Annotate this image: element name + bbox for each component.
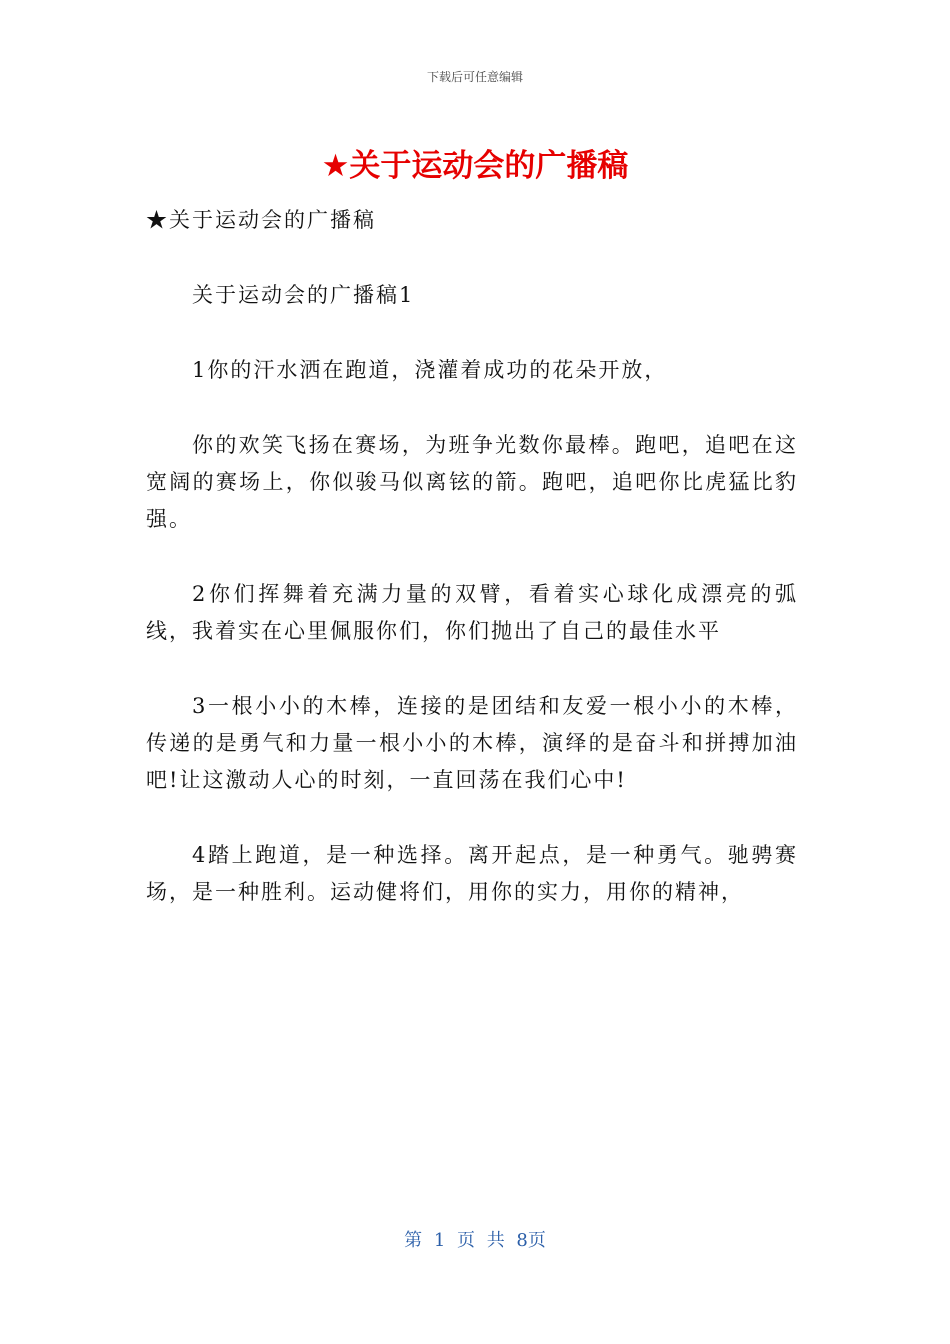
header-note: 下载后可任意编辑	[426, 70, 523, 84]
paragraph-4: 4踏上跑道，是一种选择。离开起点，是一种勇气。驰骋赛场，是一种胜利。运动健将们，用你的实力，用你的精神，	[146, 843, 798, 904]
paragraph-1-cont: 你的欢笑飞扬在赛场，为班争光数你最棒。跑吧，追吧在这宽阔的赛场上，你似骏马似离铉的箭。跑吧，追吧你比虎猛比豹强。	[146, 433, 798, 531]
paragraph-1: 1你的汗水洒在跑道，浇灌着成功的花朵开放，	[192, 358, 668, 382]
paragraph-subtitle: ★关于运动会的广播稿	[146, 208, 376, 232]
paragraph-2: 2你们挥舞着充满力量的双臂，看着实心球化成漂亮的弧线，我着实在心里佩服你们，你们抛出了自己的最佳水平	[146, 582, 798, 643]
document-title: ★关于运动会的广播稿	[321, 148, 629, 184]
page-footer: 第 1 页 共 8页	[404, 1230, 546, 1251]
paragraph-3: 3一根小小的木棒，连接的是团结和友爱一根小小的木棒，传递的是勇气和力量一根小小的木棒，演绎的是奋斗和拼搏加油吧!让这激动人心的时刻，一直回荡在我们心中!	[146, 694, 798, 792]
paragraph-section-heading: 关于运动会的广播稿1	[192, 283, 415, 307]
document-body	[146, 202, 798, 949]
